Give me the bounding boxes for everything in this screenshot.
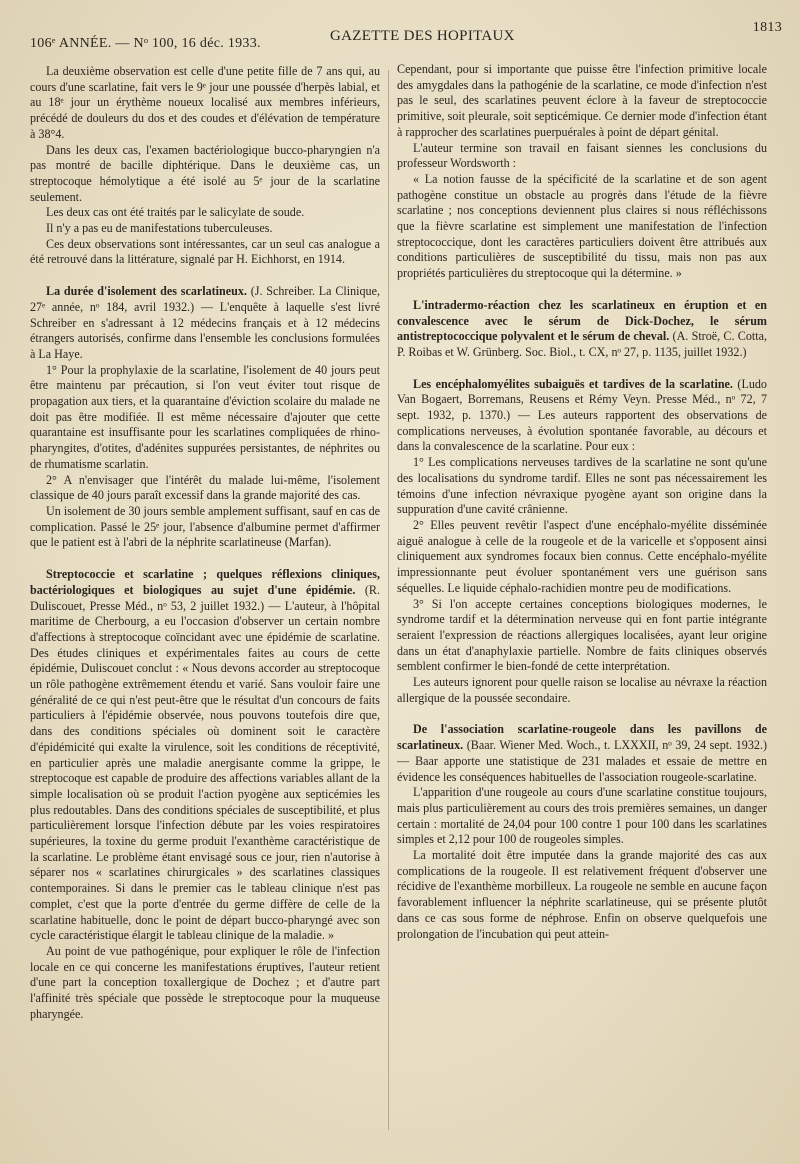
article-reference: (Baar. Wiener Med. Woch., t. LXXXII, nᵒ 39, 24 sept. 1932.) — [466, 738, 767, 753]
paragraph: Les auteurs ignorent pour quelle raison se localise au névraxe la réaction allergique de la poussée secondaire. — [397, 675, 767, 705]
paragraph: Ces deux observations sont intéressantes, car un seul cas analogue a été retrouvé dans la littérature, signalé par H. Eichhorst, en 1914. — [30, 236, 380, 267]
paragraph: Cependant, pour si importante que puisse être l'infection primitive locale des amygdales dans la pathogénie de la scarlatine, ce mode d'infection n'est pas le seul, des scarlatines peuvent éclore à la faveur de streptococcie primitive, soit pleurale, soit septicémique. Ce dernier mode d'infection étant à rapprocher des scarlatines puerpuérales à point de départ génital. — [397, 62, 767, 139]
paragraph: L'apparition d'une rougeole au cours d'une scarlatine constitue toujours, mais plus particulièrement au cours des trois premières semaines, un danger certain : mortalité de 24,04 pour 100 contre 1 pour 100 dans les scarlatines simples et 2,12 pour 100 de rougeoles simples. — [397, 785, 767, 847]
paragraph: Il n'y a pas eu de manifestations tuberculeuses. — [46, 221, 273, 236]
issue-info: 106ᵉ ANNÉE. — Nᵒ 100, 16 déc. 1933. — [30, 36, 261, 51]
paragraph: Un isolement de 30 jours semble amplement suffisant, sauf en cas de complication. Passé le 25ᵉ jour, l'absence d'albumine permet d'affirmer que le patient est à l'abri de la néphrite scarlatineuse (Marfan). — [30, 503, 380, 550]
paragraph: La mortalité doit être imputée dans la grande majorité des cas aux complications de la rougeole. Il est relativement fréquent d'observer une récidive de l'exanthème morbilleux. La rougeole ne semble en aucune façon favorablement influencer la néphrite scarlatineuse, qui se présente plutôt dans ce cas sous forme de néphrose. Enfin on observe quelquefois une prolongation de l'incubation qui peut attein- — [397, 848, 767, 941]
article-reference: (R. Duliscouet, Presse Méd., nᵒ 53, 2 juillet 1932.) — [30, 582, 380, 613]
paragraph: Les deux cas ont été traités par le salicylate de soude. — [46, 205, 305, 220]
paragraph: Au point de vue pathogénique, pour expliquer le rôle de l'infection locale en ce qui concerne les manifestations éruptives, l'auteur retient d'une part la conception toxallergique de Dochez ; et d'autre part l'affinité très spéciale que possède le streptocoque pour la muqueuse pharyngée. — [30, 943, 380, 1021]
paragraph: Dans les deux cas, l'examen bactériologique bucco-pharyngien n'a pas montré de bacille diphtérique. Dans le deuxième cas, un streptocoque hémolytique a été isolé au 5ᵉ jour de la scarlatine seulement. — [30, 142, 380, 204]
page-header — [30, 20, 782, 52]
list-item: 3° Si l'on accepte certaines conceptions biologiques modernes, le syndrome tardif et la détermination nerveuse qui en font partie intégrante seraient l'expression de réactions allergiques localisées, ayant leur origine dans un état d'anaphylaxie partielle. Nombre de faits cliniques observés semblent confirmer le bien-fondé de cette interprétation. — [397, 596, 767, 674]
journal-title: GAZETTE DES HOPITAUX — [330, 28, 515, 44]
article-block — [397, 722, 767, 785]
article-intro: — Les auteurs rapportent des observations de complications nerveuses, à évolution spontanée favorable, au décours et dans la convalescence de la scarlatine. Pour eux : — [397, 408, 767, 454]
article-reference: (Ludo Van Bogaert, Borremans, Reusens et Rémy Veyn. Presse Méd., nᵒ 72, 7 sept. 1932, p. 1370.) — [397, 376, 767, 423]
article-title: De l'association scarlatine-rougeole dans les pavillons de scarlatineux. — [397, 722, 767, 753]
left-column — [30, 64, 380, 1022]
list-item: 1° Les complications nerveuses tardives de la scarlatine ne sont qu'une des localisations du syndrome tardif. Elles ne sont pas nécessairement les témoins d'une infection névraxique pyogène ayant son origine dans la suppuration d'une cavité crânienne. — [397, 455, 767, 517]
article-block — [30, 284, 380, 363]
article-title: Streptococcie et scarlatine ; quelques réflexions cliniques, bactériologiques et biologiques au sujet d'une épidémie. — [30, 567, 380, 597]
right-column — [397, 62, 767, 942]
article-block — [30, 567, 380, 944]
article-reference: (A. Stroë, C. Cotta, P. Roibas et W. Grünberg. Soc. Biol., t. CX, nᵒ 27, p. 1135, juillet 1932.) — [397, 329, 767, 359]
article-title: L'intradermo-réaction chez les scarlatineux en éruption et en convalescence avec le sérum de Dick-Dochez, le sérum antistreptococcique polyvalent et le sérum de cheval. — [397, 297, 767, 344]
article-text: — L'auteur, à l'hôpital maritime de Cherbourg, a eu l'occasion d'observer un certain nombre d'affections à streptocoque coïncidant avec une épidémie de scarlatine. Des études cliniques et expérimentales faites au cours de cette épidémie, Duliscouet conclut : « Nous devons accorder au streptocoque un rôle pathogène extrêmement étendu et varié. Sans vouloir faire une généralité de ce qui n'est peut-être que le résultat d'un concours de faits particuliers à l'épidémie observée, nous pouvons toutefois dire que, dans des conditions spéciales où dominent soit le caractère d'épidémicité qui exalte la virulence, soit les conditions de réceptivité, en particulier après une maladie anergisante comme la grippe, le streptocoque est capable de produire des affections variables allant de la simple localisation où se produit l'action pyogène aux septicémies les plus redoutables. Dans des conditions spéciales de susceptibilité, et plus particulièrement lorsque l'infection débute par les voies respiratoires supérieures, la toxine du germe produit l'exanthème caractéristique de la scarlatine. Le problème étant envisagé sous ce jour, rien n'autorise à séparer nos « scarlatines chirurgicales » des scarlatines classiques contemporaines. Si dans le premier cas le tableau clinique n'est pas complet, c'est que la porte d'entrée du germe diffère de celle de la scarlatine habituelle, donc le point de départ bucco-pharyngé avec son cycle caractéristique élargit le tableau clinique de la maladie. » — [30, 598, 380, 943]
list-item: 2° Elles peuvent revêtir l'aspect d'une encéphalo-myélite disséminée aiguë analogue à celle de la rougeole et de la varicelle et s'opposent ainsi cliniquement aux syndromes focaux bien connus. Cette encéphalo-myélite impressionnante peut évoluer spontanément vers une guérison sans séquelles. Le liquide céphalo-rachidien montre peu de modifications. — [397, 517, 767, 595]
article-intro: — L'enquête à laquelle s'est livré Schreiber en s'adressant à 12 médecins français et à 12 médecins étrangers autorisés, confirme dans l'ensemble les conclusions formulées à La Haye. — [30, 299, 380, 361]
paragraph: 1° Pour la prophylaxie de la scarlatine, l'isolement de 40 jours peut être maintenu par précaution, si l'on veut éviter tout risque de propagation aux tiers, et la quarantaine d'éviction scolaire du malade ne doit pas être modifiée. Il est même nécessaire d'ajouter que cette quarantaine est insuffisante pour les scarlatines compliquées de rhino-pharyngites, d'otites, d'adénites suppurées persistantes, de néphrites ou de rhumatisme scarlatin. — [30, 362, 380, 471]
paragraph: L'auteur termine son travail en faisant siennes les conclusions du professeur Wordsworth : — [397, 140, 767, 171]
article-title: La durée d'isolement des scarlatineux. — [46, 284, 247, 299]
quotation: « La notion fausse de la spécificité de la scarlatine et de son agent pathogène constitue un obstacle au progrès dans l'étude de la fièvre scarlatine ; nos conceptions deviennent plus claires si nous réfléchissons que la fièvre scarlatine est simplement une manifestation de l'infection streptococcique, dont les caractères particuliers doivent être attribués aux conditions particulières de susceptibilité du tissu, mais non pas aux propriétés particulières du streptocoque qui la détermine. » — [397, 171, 767, 281]
article-intro: — Baar apporte une statistique de 231 malades et essaie de mettre en évidence les conséquences habituelles de l'association rougeole-scarlatine. — [397, 753, 767, 784]
paragraph: La deuxième observation est celle d'une petite fille de 7 ans qui, au cours d'une scarlatine, fait vers le 9ᵉ jour une poussée d'herpès labial, et au 18ᵉ jour un érythème noueux localisé aux membres inférieurs, précédé de douleurs du dos et des coudes et d'élévation de température à 38°4. — [30, 64, 380, 141]
article-title: Les encéphalomyélites subaiguës et tardives de la scarlatine. — [413, 376, 733, 391]
article-block — [397, 298, 767, 361]
column-divider — [388, 70, 389, 1130]
article-reference: (J. Schreiber. La Clinique, 27ᵉ année, nᵒ 184, avril 1932.) — [30, 284, 380, 314]
paragraph: 2° A n'envisager que l'intérêt du malade lui-même, l'isolement classique de 40 jours paraît excessif dans la grande majorité des cas. — [30, 472, 380, 503]
page-number: 1813 — [752, 20, 782, 35]
article-block — [397, 377, 767, 456]
